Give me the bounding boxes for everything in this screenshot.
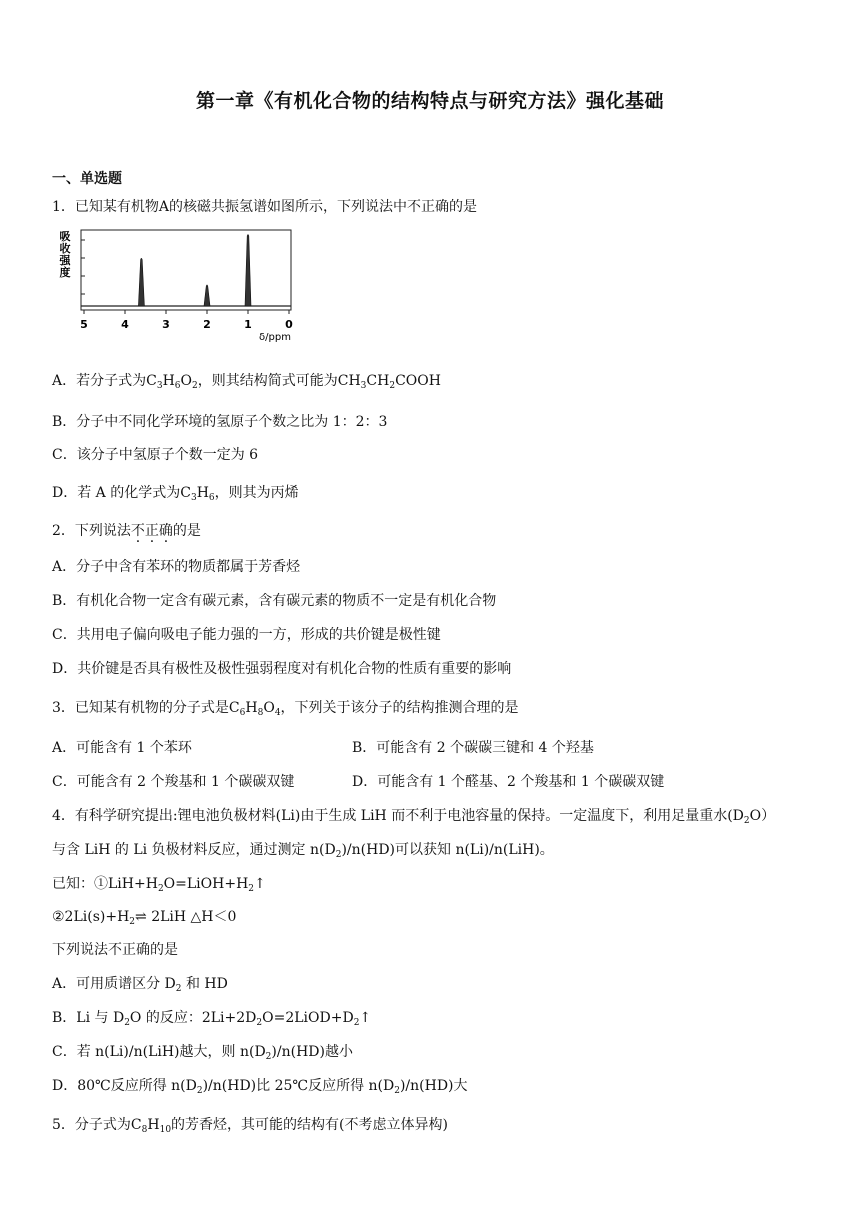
question-4-stem-line2: 与含 LiH 的 Li 负极材料反应，通过测定 $n(D_2)/n(HD)$可以获知 n(Li)/n(LiH)。 — [52, 842, 554, 860]
question-1-option-b: B．分子中不同化学环境的氢原子个数之比为 1：2：3 — [52, 414, 388, 430]
nmr-frame — [81, 230, 291, 310]
nmr-xtick-label: 4 — [121, 318, 129, 331]
nmr-xtick-label: 1 — [244, 318, 252, 331]
nmr-ylabel-char: 强 — [59, 254, 71, 267]
question-4-known-equation-1: 已知：$①LiH+H_2O=LiOH+H_2↑$ — [52, 876, 266, 894]
nmr-peak — [245, 235, 251, 307]
question-1-option-c: C．该分子中氢原子个数一定为 6 — [52, 447, 259, 463]
question-4-option-b: B．Li 与 $D_2O$ 的反应：$2Li+2D_2O=2LiOD+D_2↑$ — [52, 1010, 372, 1028]
question-2-stem: 2．下列说法不正确的是 — [52, 523, 201, 539]
question-1-option-a: A．若分子式为$C_3H_6O_2$，则其结构简式可能为$CH_3CH_2COOH$ — [52, 373, 441, 391]
nmr-xlabel: δ/ppm — [259, 332, 291, 343]
nmr-peak — [204, 285, 210, 306]
question-2-option-c: C．共用电子偏向吸电子能力强的一方，形成的共价键是极性键 — [52, 627, 441, 643]
question-1-stem: 1．已知某有机物A的核磁共振氢谱如图所示，下列说法中不正确的是 — [52, 199, 478, 215]
question-4-option-a: A．可用质谱区分 $D_2$ 和 HD — [52, 976, 228, 994]
nmr-ylabel-char: 收 — [59, 242, 71, 255]
question-3-option-c: C．可能含有 2 个羧基和 1 个碳碳双键 — [52, 774, 295, 790]
question-3-option-b: B．可能含有 2 个碳碳三键和 4 个羟基 — [352, 740, 594, 756]
nmr-xtick-label: 5 — [80, 318, 88, 331]
question-3-option-a: A．可能含有 1 个苯环 — [52, 740, 192, 756]
nmr-ylabel-char: 吸 — [59, 230, 71, 243]
page-title: 第一章《有机化合物的结构特点与研究方法》强化基础 — [195, 90, 664, 112]
question-4-option-d: D．80℃反应所得 $n(D_2)/n(HD)$比 25℃反应所得 $n(D_2)/n(HD)$大 — [52, 1078, 468, 1096]
nmr-spectrum-figure — [55, 226, 305, 344]
nmr-peaks — [138, 235, 251, 307]
question-4-ask: 下列说法不正确的是 — [52, 942, 178, 958]
question-4-option-c: C．若 n(Li)/n(LiH)越大，则 $n(D_2)/n(HD)$越小 — [52, 1044, 353, 1062]
question-5-stem: 5．分子式为$C_8H_{10}$的芳香烃，其可能的结构有(不考虑立体异构) — [52, 1117, 448, 1135]
nmr-xticks — [80, 310, 293, 331]
question-4-stem-line1: 4．有科学研究提出:锂电池负极材料(Li)由于生成 LiH 而不利于电池容量的保持。一定温度下，利用足量重水$(D_2O)$ — [52, 808, 776, 826]
nmr-xtick-label: 0 — [285, 318, 293, 331]
question-3-option-d: D．可能含有 1 个醛基、2 个羧基和 1 个碳碳双键 — [352, 774, 665, 790]
question-4-known-equation-2: $②2Li(s)+H_2\rightleftharpoons$ 2LiH △H＜0 — [52, 909, 237, 927]
section-heading: 一、单选题 — [52, 171, 122, 187]
question-3-stem: 3．已知某有机物的分子式是$C_6H_8O_4$，下列关于该分子的结构推测合理的是 — [52, 700, 519, 718]
nmr-peak — [138, 258, 144, 306]
nmr-xtick-label: 3 — [162, 318, 170, 331]
question-2-option-d: D．共价键是否具有极性及极性强弱程度对有机化合物的性质有重要的影响 — [52, 661, 512, 677]
question-2-option-a: A．分子中含有苯环的物质都属于芳香烃 — [52, 559, 301, 575]
nmr-xtick-label: 2 — [203, 318, 211, 331]
question-2-option-b: B．有机化合物一定含有碳元素，含有碳元素的物质不一定是有机化合物 — [52, 593, 497, 609]
question-1-option-d: D．若 A 的化学式为$C_3H_6$，则其为丙烯 — [52, 485, 299, 503]
nmr-ylabel-char: 度 — [59, 266, 71, 279]
